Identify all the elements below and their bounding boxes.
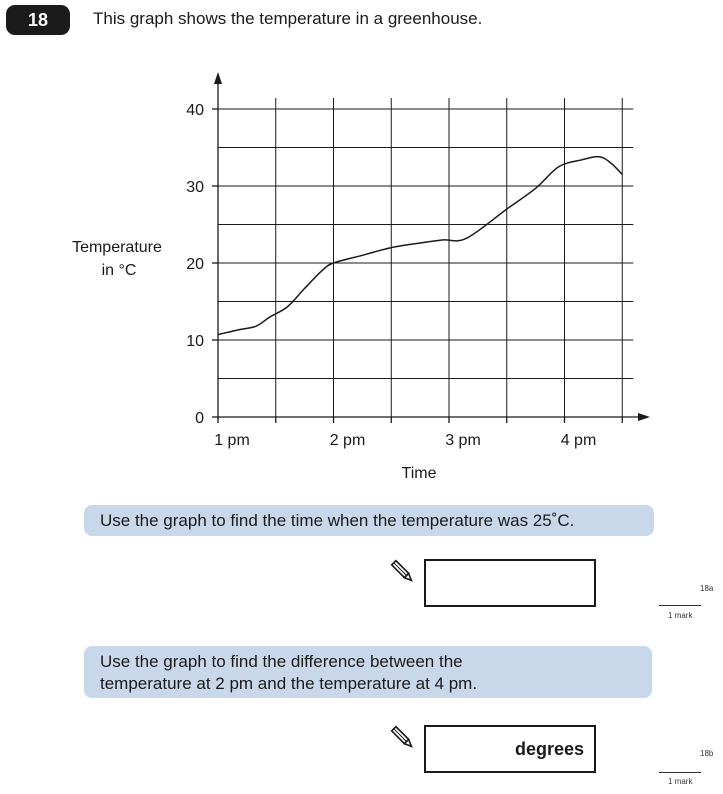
- x-tick-labels: [214, 417, 622, 449]
- chart-axes: [214, 72, 650, 421]
- y-axis-label-line1: Temperature: [72, 239, 162, 256]
- chart-grid: [218, 98, 633, 417]
- y-tick-label: 10: [186, 333, 204, 350]
- x-axis-arrow: [638, 413, 650, 421]
- part-a-prompt: Use the graph to find the time when the temperature was 25˚C.: [84, 505, 654, 536]
- y-tick-label: 40: [186, 102, 204, 119]
- temperature-chart: [0, 60, 723, 490]
- mark-line-b: [659, 772, 701, 773]
- answer-box-18a[interactable]: [424, 559, 596, 607]
- part-b-prompt-line2: temperature at 2 pm and the temperature at 4 pm.: [100, 674, 478, 693]
- y-axis-label-line2: in °C: [101, 262, 137, 279]
- answer-box-18b[interactable]: [424, 725, 596, 773]
- answer-unit: degrees: [514, 739, 584, 759]
- y-axis-arrow: [214, 72, 222, 84]
- pencil-icon: [390, 557, 416, 587]
- pencil-icon: [390, 723, 416, 753]
- y-tick-label: 20: [186, 256, 204, 273]
- mark-line-a: [659, 605, 701, 606]
- part-b-prompt: [84, 646, 652, 698]
- y-tick-label: 0: [195, 410, 204, 427]
- temperature-line: [218, 157, 622, 335]
- x-axis-label: Time: [401, 465, 437, 482]
- question-title: This graph shows the temperature in a greenhouse.: [93, 9, 483, 28]
- x-tick-label: 3 pm: [445, 432, 481, 449]
- part-b-mark: 1 mark: [668, 777, 693, 786]
- question-number: 18: [6, 5, 70, 35]
- part-b-ref: 18b: [700, 749, 714, 758]
- part-b-prompt-line1: Use the graph to find the difference between the: [100, 652, 463, 671]
- x-tick-label: 2 pm: [329, 432, 366, 449]
- x-tick-label: 1 pm: [214, 432, 250, 449]
- y-tick-labels: [186, 102, 218, 427]
- x-tick-label: 4 pm: [560, 432, 597, 449]
- part-a-mark: 1 mark: [668, 611, 693, 620]
- part-a-ref: 18a: [700, 584, 714, 593]
- y-tick-label: 30: [186, 179, 204, 196]
